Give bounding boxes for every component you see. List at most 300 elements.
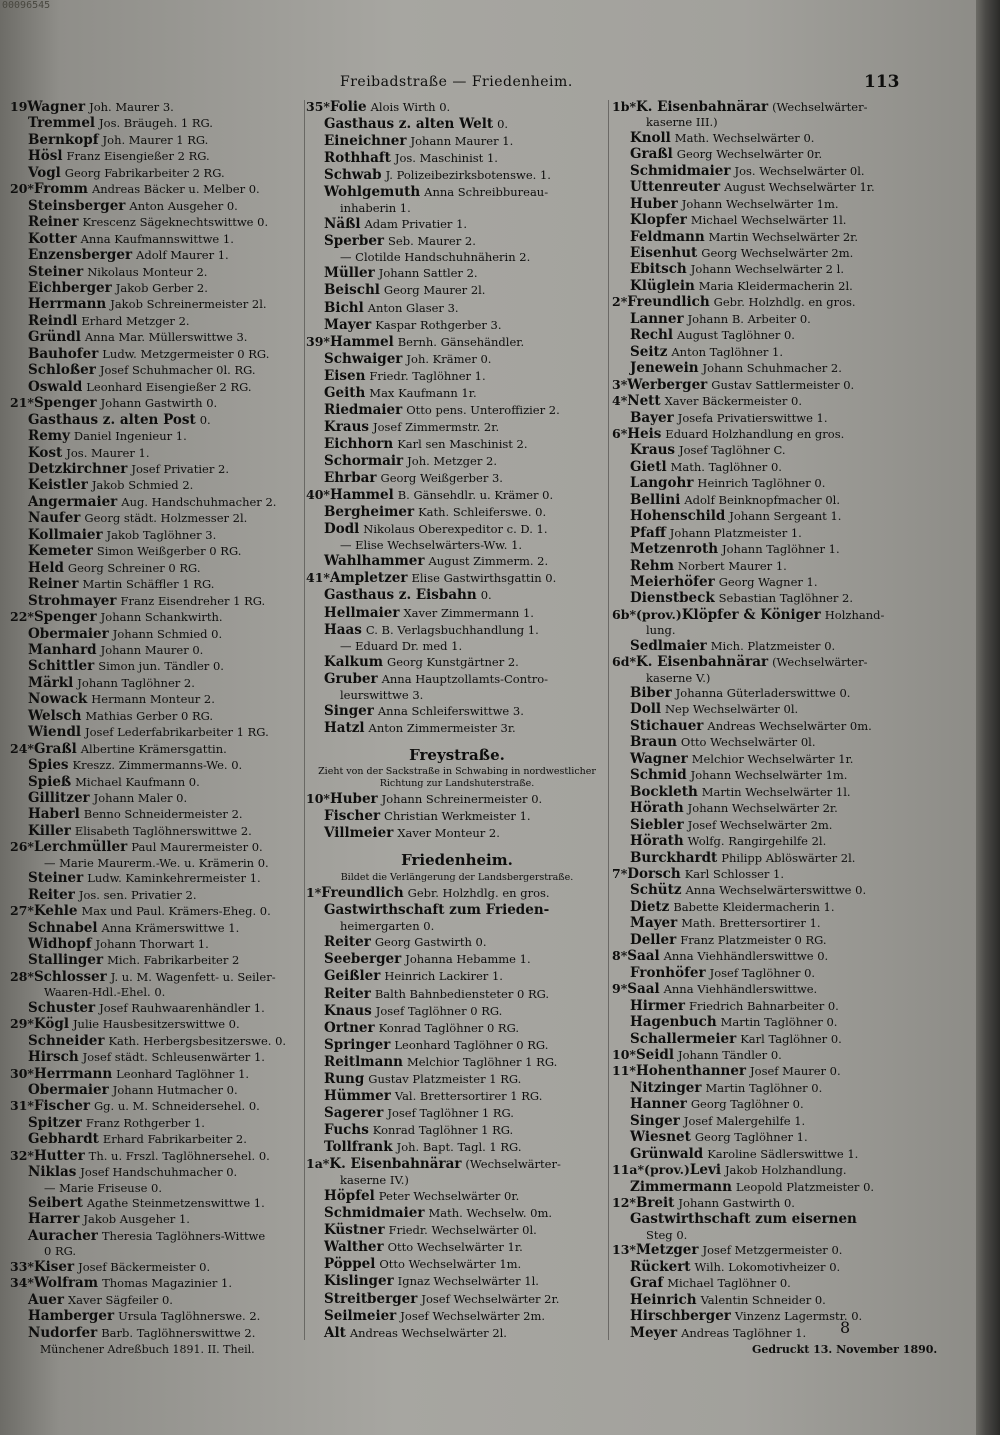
house-number: 8* <box>612 948 628 964</box>
resident-details: Franz Platzmeister 0 RG. <box>680 932 827 947</box>
resident-name: Seibert <box>28 1195 83 1212</box>
column-2 <box>306 100 608 1340</box>
resident-name: Oswald <box>28 378 83 395</box>
resident-details: Georg Schreiner 0 RG. <box>67 560 201 575</box>
resident-details: (Wechselwärter- <box>465 1157 561 1172</box>
resident-details: Val. Brettersortirer 1 RG. <box>394 1088 543 1103</box>
resident-name: K. Eisenbahnärar <box>635 654 769 671</box>
resident-name: Wolfram <box>33 1275 99 1292</box>
house-entry <box>612 1048 912 1062</box>
resident-entry <box>612 686 912 700</box>
house-entry <box>10 1067 306 1081</box>
resident-name: Killer <box>28 822 71 839</box>
resident-details: Franz Rothgerber 1. <box>85 1115 205 1130</box>
resident-details: Friedrich Bahnarbeiter 0. <box>688 998 839 1013</box>
resident-name: Seeberger <box>324 951 402 968</box>
resident-details: C. B. Verlagsbuchhandlung 1. <box>365 622 539 637</box>
resident-entry <box>612 1032 912 1046</box>
resident-details: Anna Viehhändlerswittwe 0. <box>663 949 829 964</box>
house-number: 9* <box>612 981 628 997</box>
resident-entry <box>306 471 608 485</box>
resident-name: Remy <box>28 428 70 445</box>
resident-details: Wolfg. Rangirgehilfe 2l. <box>687 834 827 849</box>
resident-details: Josef Bäckermeister 0. <box>78 1259 211 1274</box>
resident-name: Bockleth <box>630 783 698 800</box>
resident-name: Wahlhammer <box>324 553 425 570</box>
resident-details: Jos. Wechselwärter 0l. <box>734 163 865 178</box>
house-entry <box>10 742 306 756</box>
resident-entry <box>612 1293 912 1307</box>
resident-details: Math. Wechselwärter 0. <box>674 130 815 145</box>
resident-name: Hohenschild <box>630 508 726 525</box>
resident-entry <box>306 505 608 519</box>
resident-name: Reiner <box>28 576 79 593</box>
resident-name: Haas <box>324 621 362 638</box>
footer-imprint: Münchener Adreßbuch 1891. II. Theil. <box>40 1343 255 1356</box>
resident-details: Georg Weißgerber 3. <box>380 471 503 486</box>
resident-details: Ignaz Wechselwärter 1l. <box>397 1274 539 1289</box>
resident-details: Otto Wechselwärter 0l. <box>680 735 816 750</box>
resident-details: Heinrich Lackirer 1. <box>384 969 503 984</box>
resident-details: Johann Sergeant 1. <box>729 509 842 524</box>
resident-details: Julie Hausbesitzerswittwe 0. <box>72 1017 240 1032</box>
resident-details: Leonhard Taglöhner 0 RG. <box>394 1037 549 1052</box>
resident-entry <box>306 134 608 148</box>
resident-name: Gebhardt <box>28 1131 99 1148</box>
resident-entry <box>306 606 608 620</box>
resident-entry <box>306 168 608 182</box>
resident-entry <box>10 1034 306 1048</box>
resident-details: Joh. Maurer 3. <box>89 100 174 114</box>
resident-name: Singer <box>630 1112 680 1129</box>
resident-details: Johann Schmied 0. <box>112 626 223 641</box>
resident-entry <box>306 969 608 983</box>
resident-details: Johann Schuhmacher 2. <box>702 361 842 376</box>
resident-name: Hammel <box>329 333 394 350</box>
house-entry <box>10 1099 306 1113</box>
resident-details: Gustav Platzmeister 1 RG. <box>368 1071 522 1086</box>
resident-details: Georg Wagner 1. <box>718 575 818 590</box>
resident-name: Kraus <box>324 418 370 435</box>
resident-details: Johann Wechselwärter 1m. <box>690 768 848 783</box>
resident-name: Nett <box>627 393 661 410</box>
resident-entry <box>10 1293 306 1307</box>
resident-entry <box>306 1292 608 1306</box>
resident-details: Georg Maurer 2l. <box>383 283 486 298</box>
resident-entry <box>10 824 306 838</box>
house-entry <box>612 295 912 309</box>
resident-entry <box>10 627 306 641</box>
resident-details: 0. <box>480 588 492 603</box>
resident-details: Martin Taglöhner 0. <box>720 1015 838 1030</box>
resident-name: Saal <box>627 981 660 998</box>
resident-name: Harrer <box>28 1211 80 1228</box>
resident-details: Kreszz. Zimmermanns-We. 0. <box>72 758 243 773</box>
resident-name: Heis <box>627 425 662 442</box>
house-entry <box>612 1196 912 1210</box>
resident-entry <box>612 411 912 425</box>
resident-name: Tollfrank <box>324 1139 393 1156</box>
resident-name: Huber <box>630 195 678 212</box>
resident-details: Michael Kaufmann 0. <box>75 774 200 789</box>
resident-entry <box>306 952 608 966</box>
resident-name: Hagenbuch <box>630 1014 717 1031</box>
resident-entry <box>306 283 608 297</box>
resident-entry <box>306 554 608 568</box>
resident-name: Kraus <box>630 442 676 459</box>
column-1 <box>10 100 306 1340</box>
resident-name: Steiner <box>28 870 84 887</box>
resident-details: Konrad Taglöhner 0 RG. <box>378 1020 520 1035</box>
resident-name: Pöppel <box>324 1256 376 1273</box>
resident-name: Knoll <box>630 129 671 146</box>
resident-name: Hösl <box>28 148 63 165</box>
house-entry <box>10 182 306 196</box>
house-entry <box>306 792 608 806</box>
resident-name: Steiner <box>28 263 84 280</box>
resident-entry <box>306 588 608 602</box>
house-number: 20* <box>10 181 34 197</box>
resident-details: Josef Privatier 2. <box>131 461 229 476</box>
resident-entry <box>612 131 912 145</box>
house-number: 39* <box>306 333 330 349</box>
resident-details: Martin Wechselwärter 1l. <box>701 784 851 799</box>
scan-id: 00096545 <box>2 0 51 11</box>
resident-name: Meyer <box>630 1324 678 1340</box>
resident-entry <box>306 903 608 917</box>
resident-details: Michael Wechselwärter 1l. <box>690 213 847 228</box>
resident-details: Jos. Maschinist 1. <box>394 151 498 166</box>
resident-name: Grünwald <box>630 1145 704 1162</box>
resident-entry <box>612 801 912 815</box>
resident-entry <box>612 476 912 490</box>
resident-entry <box>612 526 912 540</box>
resident-name: Schmidmaier <box>630 162 731 179</box>
resident-details: Johann Schreinermeister 0. <box>381 792 543 807</box>
resident-details: Jakob Schreinermeister 2l. <box>110 297 267 312</box>
resident-name: Gasthaus z. Eisbahn <box>324 587 477 604</box>
resident-name: Kotter <box>28 230 77 247</box>
resident-name: Werberger <box>627 376 708 393</box>
resident-details: Anna Mar. Müllerswittwe 3. <box>84 330 248 345</box>
resident-name: Steinsberger <box>28 197 126 214</box>
resident-name: Kögl <box>33 1016 69 1033</box>
resident-details: Maria Kleidermacherin 2l. <box>698 278 853 293</box>
resident-name: Schneider <box>28 1032 105 1049</box>
resident-name: Gasthaus z. alten Post <box>28 411 196 428</box>
resident-name: Reiter <box>28 886 75 903</box>
resident-entry <box>10 791 306 805</box>
resident-details: Josef Metzgermeister 0. <box>702 1243 843 1258</box>
resident-entry <box>612 345 912 359</box>
resident-details: Georg Taglöhner 1. <box>694 1130 808 1145</box>
resident-entry <box>612 262 912 276</box>
resident-name: Hirschberger <box>630 1308 731 1325</box>
resident-name: Kollmaier <box>28 526 103 543</box>
resident-details: Anton Zimmermeister 3r. <box>368 720 516 735</box>
resident-details: Andreas Bäcker u. Melber 0. <box>91 182 260 197</box>
resident-entry <box>612 1081 912 1095</box>
resident-entry <box>10 1229 306 1243</box>
resident-entry <box>306 301 608 315</box>
resident-details: Valentin Schneider 0. <box>700 1292 826 1307</box>
resident-name: Schütz <box>630 882 682 899</box>
resident-details: Georg Wechselwärter 0r. <box>676 147 823 162</box>
resident-name: Villmeier <box>324 825 394 842</box>
resident-name: Obermaier <box>28 625 109 642</box>
entry-continuation: — Marie Maurerm.-We. u. Krämerin 0. <box>44 855 269 870</box>
resident-name: Widhopf <box>28 936 92 952</box>
entry-continuation: leurswittwe 3. <box>340 687 424 702</box>
resident-entry <box>10 1001 306 1015</box>
resident-details: Barb. Taglöhnerswittwe 2. <box>101 1325 256 1340</box>
resident-entry <box>306 826 608 840</box>
resident-entry <box>10 937 306 951</box>
resident-details: 0. <box>497 117 509 132</box>
resident-details: Max und Paul. Krämers-Eheg. 0. <box>81 904 271 919</box>
resident-entry <box>306 1004 608 1018</box>
resident-details: Josef Handschuhmacher 0. <box>80 1165 238 1180</box>
resident-entry <box>612 312 912 326</box>
resident-entry <box>612 1276 912 1290</box>
resident-entry <box>306 1206 608 1220</box>
resident-name: Reitlmann <box>324 1053 403 1070</box>
resident-entry <box>306 1021 608 1035</box>
resident-details: Simon Weißgerber 0 RG. <box>96 544 242 559</box>
resident-name: Wagner <box>630 750 688 767</box>
resident-name: Eineichner <box>324 133 407 150</box>
resident-name: Herrmann <box>28 296 107 313</box>
resident-entry <box>10 1196 306 1210</box>
house-number: 1a* <box>306 1156 330 1172</box>
resident-entry <box>612 818 912 832</box>
resident-details: Leonhard Taglöhner 1. <box>116 1066 250 1081</box>
resident-details: Martin Wechselwärter 2r. <box>708 229 859 244</box>
resident-name: Freundlich <box>627 294 710 311</box>
resident-details: Joh. Krämer 0. <box>406 351 492 366</box>
resident-name: Freundlich <box>321 885 404 902</box>
house-entry <box>10 904 306 918</box>
resident-entry <box>10 775 306 789</box>
resident-name: Alt <box>324 1324 346 1340</box>
resident-entry <box>612 933 912 947</box>
resident-details: Georg Fabrikarbeiter 2 RG. <box>64 165 225 180</box>
resident-name: Bichl <box>324 299 364 316</box>
resident-details: Jakob Holzhandlung. <box>724 1163 847 1178</box>
house-entry <box>306 886 608 900</box>
resident-name: Hammel <box>329 487 394 504</box>
resident-details: Max Kaufmann 1r. <box>369 385 477 400</box>
street-note: Zieht von der Sackstraße in Schwabing in nordwestlicher Richtung zur Landshuterstraße. <box>318 766 596 789</box>
entry-continuation: Steg 0. <box>646 1227 688 1242</box>
resident-details: Johann Hutmacher 0. <box>112 1082 238 1097</box>
house-entry <box>306 571 608 585</box>
resident-name: Hörath <box>630 833 684 850</box>
resident-details: Peter Wechselwärter 0r. <box>378 1189 520 1204</box>
resident-entry <box>306 217 608 231</box>
resident-name: Biber <box>630 684 672 701</box>
resident-details: Xaver Zimmermann 1. <box>403 605 534 620</box>
resident-details: August Taglöhner 0. <box>676 328 795 343</box>
resident-entry <box>10 659 306 673</box>
resident-details: Georg Taglöhner 0. <box>690 1097 804 1112</box>
house-entry <box>10 396 306 410</box>
resident-entry <box>612 768 912 782</box>
house-number: 34* <box>10 1275 34 1291</box>
resident-entry <box>10 347 306 361</box>
house-number: 29* <box>10 1016 34 1032</box>
resident-name: Nowack <box>28 691 88 708</box>
resident-details: Gebr. Holzhdlg. en gros. <box>407 886 550 901</box>
resident-details: Mich. Fabrikarbeiter 2 <box>107 953 240 968</box>
resident-details: Michael Taglöhner 0. <box>667 1276 791 1291</box>
resident-name: Siebler <box>630 816 684 833</box>
resident-name: Folie <box>329 100 367 115</box>
street-note: Bildet die Verlängerung der Landsbergerstraße. <box>340 871 574 883</box>
house-number: 6* <box>612 425 628 441</box>
resident-details: Benno Schneidermeister 2. <box>83 807 243 822</box>
resident-details: Nikolaus Oberexpeditor c. D. 1. <box>363 522 548 537</box>
resident-entry <box>612 230 912 244</box>
resident-name: Fischer <box>324 808 381 825</box>
resident-entry <box>612 851 912 865</box>
resident-details: Josef Taglöhner C. <box>679 443 786 458</box>
resident-name: Schloßer <box>28 362 96 379</box>
resident-entry <box>612 213 912 227</box>
resident-entry <box>10 725 306 739</box>
resident-entry <box>306 1274 608 1288</box>
resident-name: Wiesnet <box>630 1129 691 1146</box>
resident-details: Melchior Taglöhner 1 RG. <box>406 1054 558 1069</box>
house-entry <box>10 1276 306 1290</box>
resident-entry <box>306 721 608 735</box>
resident-details: August Wechselwärter 1r. <box>724 180 875 195</box>
resident-name: Haberl <box>28 806 80 823</box>
resident-name: Gasthaus z. alten Welt <box>324 116 494 133</box>
resident-details: Adam Privatier 1. <box>364 217 468 232</box>
resident-entry <box>10 1212 306 1226</box>
resident-details: Erhard Metzger 2. <box>81 313 190 328</box>
resident-name: Uttenreuter <box>630 179 721 196</box>
resident-name: Spitzer <box>28 1114 82 1131</box>
resident-name: Schuster <box>28 999 96 1016</box>
resident-entry <box>10 330 306 344</box>
resident-entry <box>612 966 912 980</box>
house-number: 13* <box>612 1242 636 1258</box>
resident-details: Balth Bahnbediensteter 0 RG. <box>374 986 550 1001</box>
resident-name: Hellmaier <box>324 604 400 621</box>
resident-details: Adolf Maurer 1. <box>136 248 229 263</box>
resident-name: Hümmer <box>324 1087 391 1104</box>
resident-details: Joh. Maurer 1 RG. <box>102 132 209 147</box>
resident-entry <box>612 834 912 848</box>
resident-name: Bayer <box>630 409 674 426</box>
running-header: Freibadstraße — Friedenheim. <box>340 74 573 90</box>
resident-entry <box>10 577 306 591</box>
resident-details: Theresia Taglöhners-Wittwe <box>101 1228 266 1243</box>
resident-name: Gastwirthschaft zum Frieden- <box>324 902 550 919</box>
resident-name: Reindl <box>28 312 78 329</box>
resident-details: J. Polizeibezirksbotenswe. 1. <box>385 168 551 183</box>
house-number: 10* <box>612 1046 636 1062</box>
resident-name: Sperber <box>324 233 385 250</box>
resident-details: Anton Glaser 3. <box>367 300 459 315</box>
house-entry <box>612 427 912 441</box>
resident-details: Math. Wechselw. 0m. <box>428 1206 553 1221</box>
entry-continuation: — Marie Friseuse 0. <box>44 1180 163 1195</box>
book-edge <box>976 0 1000 1435</box>
resident-details: Georg Kunstgärtner 2. <box>387 654 519 669</box>
entry-continuation: lung. <box>646 623 676 638</box>
resident-name: Schittler <box>28 658 95 675</box>
resident-details: Andreas Taglöhner 1. <box>681 1325 807 1340</box>
resident-details: Anna Kaufmannswittwe 1. <box>80 231 234 246</box>
resident-name: Angermaier <box>28 493 118 510</box>
resident-details: Johann Taglöhner 1. <box>722 542 840 557</box>
resident-name: Burckhardt <box>630 849 718 866</box>
resident-entry <box>306 704 608 718</box>
house-number: 19 <box>10 100 28 114</box>
resident-name: Fronhöfer <box>630 964 706 981</box>
resident-name: Wagner <box>27 100 86 115</box>
resident-entry <box>306 1140 608 1154</box>
resident-name: Klöpfer & Königer <box>681 606 821 623</box>
resident-details: Johann Gastwirth 0. <box>100 396 218 411</box>
resident-entry <box>612 1097 912 1111</box>
resident-name: Bernkopf <box>28 131 99 148</box>
resident-entry <box>10 281 306 295</box>
house-entry <box>612 867 912 881</box>
resident-details: J. u. M. Wagenfett- u. Seiler- <box>110 969 276 984</box>
resident-name: Hirmer <box>630 997 685 1014</box>
resident-details: Anna Schleiferswittwe 3. <box>377 703 524 718</box>
entry-continuation: — Eduard Dr. med 1. <box>340 638 463 653</box>
house-number: 3* <box>612 376 628 392</box>
house-number: 11a*(prov.) <box>612 1162 690 1178</box>
resident-entry <box>306 1038 608 1052</box>
resident-details: Anna Hauptzollamts-Contro- <box>381 671 549 686</box>
resident-details: Friedr. Taglöhner 1. <box>369 368 486 383</box>
resident-details: Xaver Monteur 2. <box>397 826 500 841</box>
resident-details: Elise Gastwirthsgattin 0. <box>411 571 557 586</box>
resident-entry <box>10 921 306 935</box>
resident-details: 0. <box>199 412 211 427</box>
resident-details: Josef Zimmermstr. 2r. <box>373 419 500 434</box>
resident-entry <box>10 1050 306 1064</box>
resident-name: Spenger <box>33 395 97 412</box>
resident-details: Kath. Herbergsbesitzerswe. 0. <box>108 1033 287 1048</box>
resident-details: Karl Schlosser 1. <box>684 866 785 881</box>
resident-entry <box>306 1189 608 1203</box>
resident-details: Gebr. Holzhdlg. en gros. <box>713 295 856 310</box>
resident-name: Heinrich <box>630 1291 697 1308</box>
resident-name: Schmidmaier <box>324 1205 425 1222</box>
house-entry <box>612 394 912 408</box>
house-number: 24* <box>10 740 34 756</box>
resident-name: Seidl <box>635 1046 674 1063</box>
resident-details: Georg Gastwirth 0. <box>374 935 487 950</box>
resident-details: Alois Wirth 0. <box>370 100 451 114</box>
house-entry <box>612 608 912 622</box>
resident-details: Johann Platzmeister 1. <box>669 525 802 540</box>
resident-details: Johann Wechselwärter 2r. <box>687 801 838 816</box>
resident-name: Bauhofer <box>28 345 99 362</box>
resident-entry <box>306 386 608 400</box>
resident-details: Otto pens. Unteroffizier 2. <box>406 402 560 417</box>
resident-details: Josefa Privatierswittwe 1. <box>677 410 828 425</box>
resident-name: Dorsch <box>627 865 681 882</box>
resident-name: Schwaiger <box>324 350 403 367</box>
